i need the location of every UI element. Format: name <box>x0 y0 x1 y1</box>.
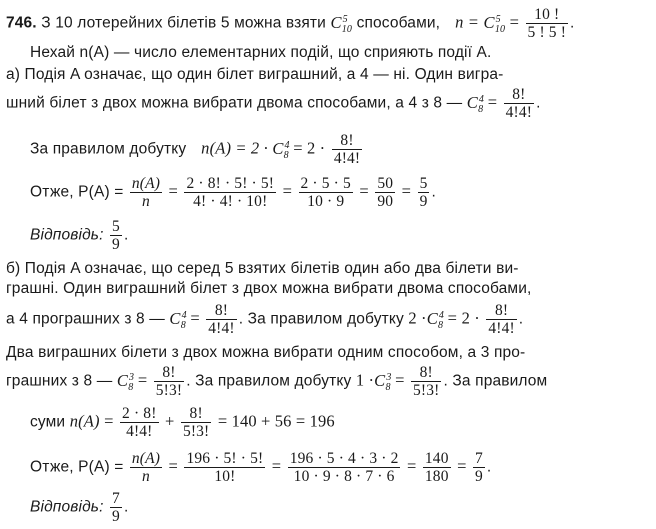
part-a-line-2: шний білет з двох можна вибрати двома способами, а 4 з 8 — $C^4_8$ = $\frac{8!}{4!4!}$ . <box>6 86 541 121</box>
answer-a-fraction: $\frac{5}{9}$ <box>112 218 120 253</box>
problem-line-2: Нехай n(A) — число елементарних подій, що сприяють події A. <box>30 44 492 61</box>
fraction-a-result: $\frac{5}{9}$ <box>419 175 428 210</box>
fraction-a-step-3: $\frac{50}{90}$ <box>377 175 394 210</box>
part-b-line-5: грашних з 8 — $C^3_8$ = $\frac{8!}{5!3!}$ . За правилом добутку $1 \cdot C^3_8$ = $\frac{8!}{5!3!}$ . За правилом <box>6 364 548 399</box>
part-b-answer: Відповідь: $\frac{7}{9}$ . <box>30 490 129 525</box>
combination-c-10-5: $C^5_{10}$ <box>330 12 353 35</box>
answer-b-fraction: $\frac{7}{9}$ <box>112 490 120 525</box>
part-a-line-1: а) Подія A означає, що один білет виграшний, а 4 — ні. Один вигра- <box>6 66 504 83</box>
fraction-8-4-4-b: $\frac{8!}{4!4!}$ <box>333 132 361 167</box>
problem-line-1: 746. З 10 лотерейних білетів 5 можна взяти $C^5_{10}$ способами, $n = C^5_{10}$ = $\frac{10 !}{5 ! 5 !}$ . <box>6 6 575 41</box>
fraction-8-5-3: $\frac{8!}{5!3!}$ <box>155 364 183 399</box>
fraction-8-4-4: $\frac{8!}{4!4!}$ <box>505 86 533 121</box>
part-a-answer: Відповідь: $\frac{5}{9}$ . <box>30 218 129 253</box>
fraction-b-result: $\frac{7}{9}$ <box>475 450 483 485</box>
fraction-10-fact: $\frac{10 !}{5 ! 5 !}$ <box>527 6 567 41</box>
n-equals-label: n = <box>455 12 480 32</box>
part-b-line-1: б) Подія A означає, що серед 5 взятих білетів один або два білети ви- <box>6 260 519 277</box>
part-b-line-4: Два виграшних білети з двох можна вибрати одним способом, а 3 про- <box>6 344 526 361</box>
combination-c-10-5-b: $C^5_{10}$ <box>483 12 506 35</box>
problem-number: 746. <box>6 14 37 32</box>
fraction-a-step-2: $\frac{2 \cdot 5 \cdot 5}{10 \cdot 9}$ <box>300 175 351 210</box>
part-b-line-3: а 4 програшних з 8 — $C^4_8$ = $\frac{8!}{4!4!}$ . За правилом добутку $2 \cdot C^4_8 = 2$ · $\frac{8!}{4!4!}$ . <box>6 302 524 337</box>
part-a-probability: Отже, P(A) = $\frac{n(A)}{n}$ = $\frac{2 \cdot 8! \cdot 5! \cdot 5!}{4! \cdot 4! \cdot 10!}$ = $\frac{2 \cdot 5 \cdot 5}{10 \cdot 9}$ = $\frac{50}{90}$ = $\frac{5}{9}$ . <box>30 175 436 210</box>
answer-label: Відповідь: <box>30 226 104 244</box>
part-a-line-3: За правилом добутку $n(A) = 2 \cdot C^4_8 = 2$ · $\frac{8!}{4!4!}$ <box>30 132 361 167</box>
fraction-nA-n: $\frac{n(A)}{n}$ <box>131 175 161 210</box>
part-b-probability: Отже, P(A) = $\frac{n(A)}{n}$ = $\frac{196 \cdot 5! \cdot 5!}{10!}$ = $\frac{196 \cdot 5 \cdot 4 \cdot 3 \cdot 2}{10 \cdot 9 \cdot 8 \cdot 7 \cdot 6}$ = $\frac{140}{180}$ = $\frac{7}{9}$ . <box>30 450 492 485</box>
fraction-a-step-1: $\frac{2 \cdot 8! \cdot 5! \cdot 5!}{4! \cdot 4! \cdot 10!}$ <box>186 175 275 210</box>
part-b-line-6: суми n(A) = $\frac{2 \cdot 8!}{4!4!}$ + $\frac{8!}{5!3!}$ = 140 + 56 = 196 <box>30 405 335 440</box>
problem-text-1: З 10 лотерейних білетів 5 можна взяти <box>41 14 326 32</box>
part-b-line-2: грашні. Один виграшний білет з двох можна вибрати двома способами, <box>6 280 532 297</box>
problem-ways-label: способами, <box>356 14 441 32</box>
